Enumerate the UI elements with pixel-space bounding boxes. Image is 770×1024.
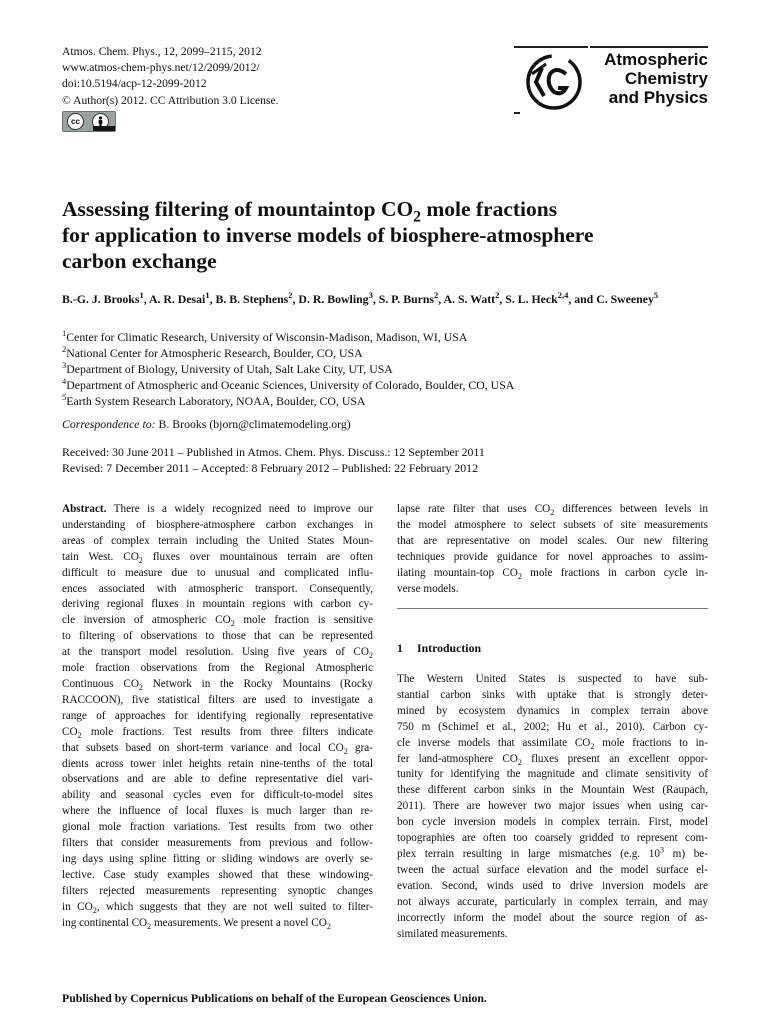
affiliation-list <box>62 329 712 409</box>
text-line: plex terrain resulting in large mismatches (e.g. $10^3$ m) be- <box>397 845 708 860</box>
by-label <box>93 126 115 131</box>
journal-name-line1: Atmospheric <box>604 50 708 69</box>
title-line1-sub: 2 <box>413 208 421 226</box>
text-line: ing continental $CO_2$ measurements. We present a novel $CO_2$ <box>62 916 331 931</box>
text-line: the model atmosphere to select subsets of site measurements <box>397 518 708 531</box>
text-line: difficult to measure due to unusual and complicated influ- <box>62 566 373 579</box>
affiliation-item: $^4$Department of Atmospheric and Oceanic Sciences, University of Colorado, Boulder, CO, USA <box>62 376 515 392</box>
affiliation-number: 2 <box>62 344 67 355</box>
text-line: lapse rate filter that uses $CO_2$ differences between levels in <box>397 503 708 518</box>
text-line: filters that consider measurements from previous and follow- <box>62 837 373 850</box>
text-line: tain West. $CO_2$ fluxes over mountainous terrain are often <box>62 550 373 565</box>
text-line: where the influence of local fluxes is much larger than re- <box>62 805 373 818</box>
text-line: incorrectly inform the model about the source region of as- <box>397 911 708 924</box>
text-line: tunity for identifying the magnitude and climate sensitivity of <box>397 768 708 781</box>
text-line: tween the actual surface elevation and the model surface el- <box>397 863 708 876</box>
abstract-column <box>62 502 373 931</box>
text-line: mole fraction observations from the Regional Atmospheric <box>62 662 373 675</box>
text-line: 2011). There are however two major issues when using car- <box>397 800 708 813</box>
text-line: ences associated with atmospheric transport. Consequently, <box>62 582 373 595</box>
author-affiliation-mark: 2 <box>434 290 439 301</box>
title-line3: carbon exchange <box>62 249 217 273</box>
abstract-continued-column <box>397 502 708 597</box>
journal-name <box>590 50 708 107</box>
section-heading-introduction <box>397 641 481 656</box>
title-line2: for application to inverse models of biosphere-atmosphere <box>62 223 594 247</box>
egu-logo-icon <box>512 44 590 118</box>
affiliation-number: 4 <box>62 376 67 387</box>
affiliation-item: $^3$Department of Biology, University of Utah, Salt Lake City, UT, USA <box>62 360 393 376</box>
text-line: verse models. <box>397 582 459 595</box>
text-line: cle inversion of atmospheric $CO_2$ mole fraction is sensitive <box>62 614 373 629</box>
text-line: that subsets based on short-term variance and local $CO_2$ gra- <box>62 741 373 756</box>
paper-title <box>62 196 702 274</box>
cc-by-license-badge[interactable] <box>62 111 116 132</box>
author-affiliation-mark: 2 <box>495 290 500 301</box>
correspondence-contact[interactable]: B. Brooks (bjorn@climatemodeling.org) <box>155 417 351 431</box>
text-line: ing days using spline fitting or sliding windows are overly se- <box>62 852 373 865</box>
text-line: at the transport model resolution. Using five years of $CO_2$ <box>62 646 373 661</box>
affiliation-item: $^5$Earth System Research Laboratory, NOAA, Boulder, CO, USA <box>62 392 366 408</box>
text-line: evation. Second, winds used to drive inversion models are <box>397 879 708 892</box>
text-line: not always accurate, particularly in complex terrain, and may <box>397 895 708 908</box>
text-line: lective. Case study examples showed that these windowing- <box>62 868 373 881</box>
title-line1-pre: Assessing filtering of mountaintop CO <box>62 197 414 221</box>
cc-icon: cc <box>67 113 84 130</box>
author-name: S. P. Burns <box>378 292 435 306</box>
introduction-body <box>397 672 708 942</box>
text-line: these different carbon sinks in the Mountain West (Raupach, <box>397 784 708 797</box>
author-affiliation-mark: 1 <box>139 290 144 301</box>
text-line: similated measurements. <box>397 927 508 940</box>
text-line: The Western United States is suspected to have sub- <box>397 673 708 685</box>
text-line: filters rejected measurements representing synoptic changes <box>62 884 373 897</box>
affiliation-number: 1 <box>62 328 67 339</box>
text-line: gional mole fraction variations. Test results from two other <box>62 821 373 834</box>
journal-name-line3: and Physics <box>608 88 708 107</box>
publication-dates <box>62 444 485 476</box>
section-divider <box>397 608 708 609</box>
text-line: RACCOON), five statistical filters are used to investigate a <box>62 693 373 706</box>
text-line: ilating mountain-top $CO_2$ mole fractions in carbon cycle in- <box>397 566 708 581</box>
author-name: B.-G. J. Brooks <box>62 292 140 306</box>
text-line: understanding of biosphere-atmosphere carbon exchanges in <box>62 518 373 531</box>
citation-header <box>62 44 279 109</box>
author-affiliation-mark: 1 <box>205 290 210 301</box>
text-line: dients across tower inlet heights retain nine-tenths of the total <box>62 757 373 770</box>
affiliation-item: $^2$National Center for Atmospheric Research, Boulder, CO, USA <box>62 344 363 360</box>
affiliation-number: 3 <box>62 360 67 371</box>
author-name: D. R. Bowling <box>298 292 369 306</box>
author-affiliation-mark: 2,4 <box>557 290 569 301</box>
abstract-label: Abstract. <box>62 503 107 515</box>
text-line: topographies are often too coarsely gridded to represent com- <box>397 832 708 845</box>
text-line: ability and seasonal cycles even for difficult-to-model sites <box>62 789 373 802</box>
correspondence-label: Correspondence to: <box>62 417 156 431</box>
correspondence <box>62 417 351 432</box>
dates-received: Received: 30 June 2011 – Published in Atmos. Chem. Phys. Discuss.: 12 September 2011 <box>62 445 485 459</box>
title-line1-post: mole fractions <box>420 197 558 221</box>
text-line: areas of complex terrain including the United States Moun- <box>62 534 373 547</box>
text-line: cle inverse models that assimilate $CO_2$ mole fractions to in- <box>397 736 708 751</box>
license-text: © Author(s) 2012. CC Attribution 3.0 License. <box>62 93 279 107</box>
text-line: in $CO_2$, which suggests that they are not well suited to filter- <box>62 900 373 915</box>
text-line: techniques provide guidance for novel approaches to assim- <box>397 550 708 563</box>
text-line: observations and are able to define representative diel vari- <box>62 773 373 786</box>
author-list: B.-G. J. Brooks$^1$, A. R. Desai$^1$, B. B. Stephens$^2$, D. R. Bowling$^3$, S. P. Burns$^2$, A. S. Watt$^2$, S. L. Heck$^{2,4}$, and C. Sweeney$^5$ <box>62 290 659 306</box>
article-url[interactable]: www.atmos-chem-phys.net/12/2099/2012/ <box>62 61 260 75</box>
journal-citation: Atmos. Chem. Phys., 12, 2099–2115, 2012 <box>62 45 262 58</box>
text-line: 750 m (Schimel et al., 2002; Hu et al., 2010). Carbon cy- <box>397 720 708 733</box>
text-line: $CO_2$ mole fractions. Test results from three filters indicate <box>62 725 373 740</box>
text-line: bon cycle inversion models in complex terrain. First, model <box>397 816 708 829</box>
section-number: 1 <box>397 641 403 655</box>
author-name: A. S. Watt <box>443 292 496 306</box>
text-line: fer land-atmosphere $CO_2$ fluxes present an excellent oppor- <box>397 752 708 767</box>
affiliation-number: 5 <box>62 392 67 403</box>
text-line: Abstract. There is a widely recognized need to improve our <box>62 503 373 515</box>
article-doi[interactable]: doi:10.5194/acp-12-2099-2012 <box>62 77 207 91</box>
text-line: stantial carbon sinks with uptake that is strongly deter- <box>397 688 708 701</box>
dates-revised: Revised: 7 December 2011 – Accepted: 8 February 2012 – Published: 22 February 2012 <box>62 461 478 475</box>
author-name: C. Sweeney <box>596 292 654 306</box>
text-line: range of approaches for identifying regionally representative <box>62 709 373 722</box>
text-line: that are representative on model scales. Our new filtering <box>397 534 708 547</box>
text-line: deriving regional fluxes in mountain regions with carbon cy- <box>62 598 373 611</box>
author-affiliation-mark: 2 <box>288 290 293 301</box>
author-name: A. R. Desai <box>148 292 206 306</box>
affiliation-item: $^1$Center for Climatic Research, University of Wisconsin-Madison, Madison, WI, USA <box>62 328 468 344</box>
author-name: B. B. Stephens <box>215 292 289 306</box>
author-name: S. L. Heck <box>505 292 558 306</box>
journal-name-line2: Chemistry <box>624 69 708 88</box>
text-line: to filtering of observations to those that can be represented <box>62 630 373 643</box>
section-title: Introduction <box>417 641 482 655</box>
text-line: mined by ecosystem dynamics in complex terrain above <box>397 704 708 717</box>
publisher-footer: Published by Copernicus Publications on behalf of the European Geosciences Union. <box>62 991 487 1005</box>
text-line: Continuous $CO_2$ Network in the Rocky Mountains (Rocky <box>62 677 373 693</box>
author-affiliation-mark: 5 <box>653 290 659 301</box>
author-affiliation-mark: 3 <box>368 290 373 301</box>
